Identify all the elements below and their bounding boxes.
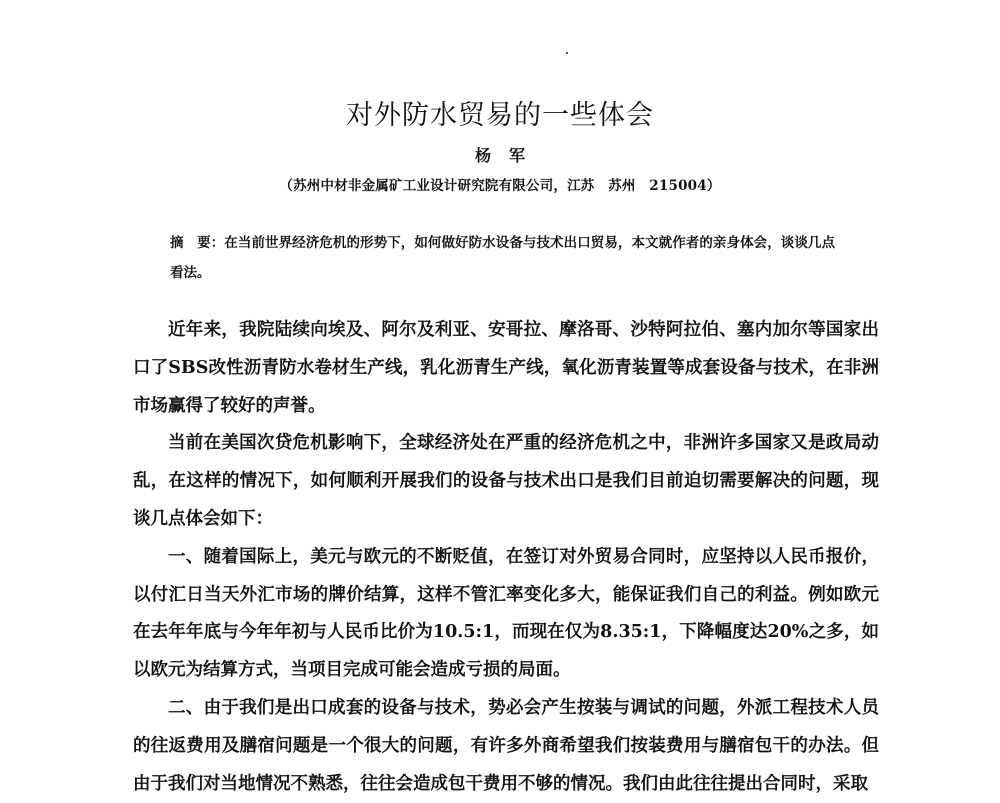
author-affiliation: （苏州中材非金属矿工业设计研究院有限公司，江苏 苏州 215004） (279, 178, 721, 194)
abstract-text: 在当前世界经济危机的形势下，如何做好防水设备与技术出口贸易，本文就作者的亲身体会，谈谈几点看法。 (170, 235, 836, 281)
author-name: 杨军 (474, 146, 543, 165)
body-text (133, 312, 879, 803)
abstract (170, 228, 835, 288)
abstract-label: 摘 要： (170, 235, 225, 251)
body-paragraph: 二、由于我们是出口成套的设备与技术，势必会产生按装与调试的问题，外派工程技术人员的往返费用及膳宿问题是一个很大的问题，有许多外商希望我们按装费用与膳宿包干的办法。但由于我们对当地情况不熟悉，往往会造成包干费用不够的情况。我们由此往往提出合同时，采取 (133, 697, 879, 794)
paper-title: 对外防水贸易的一些体会 (346, 100, 654, 131)
body-paragraph: 近年来，我院陆续向埃及、阿尔及利亚、安哥拉、摩洛哥、沙特阿拉伯、塞内加尔等国家出口了SBS改性沥青防水卷材生产线，乳化沥青生产线，氧化沥青装置等成套设备与技术，在非洲市场赢得了较好的声誉。 (133, 320, 879, 416)
body-paragraph: 当前在美国次贷危机影响下，全球经济处在严重的经济危机之中，非洲许多国家又是政局动乱，在这样的情况下，如何顺利开展我们的设备与技术出口是我们目前迫切需要解决的问题，现谈几点体会如下： (133, 433, 879, 529)
scan-speck (566, 52, 568, 54)
body-paragraph: 一、随着国际上，美元与欧元的不断贬值，在签订对外贸易合同时，应坚持以人民币报价，以付汇日当天外汇市场的牌价结算，这样不管汇率变化多大，能保证我们自己的利益。例如欧元在去年年底与今年年初与人民币比价为10.5:1，而现在仅为8.35:1，下降幅度达20%之多，如以欧元为结算方式，当项目完成可能会造成亏损的局面。 (133, 546, 879, 681)
